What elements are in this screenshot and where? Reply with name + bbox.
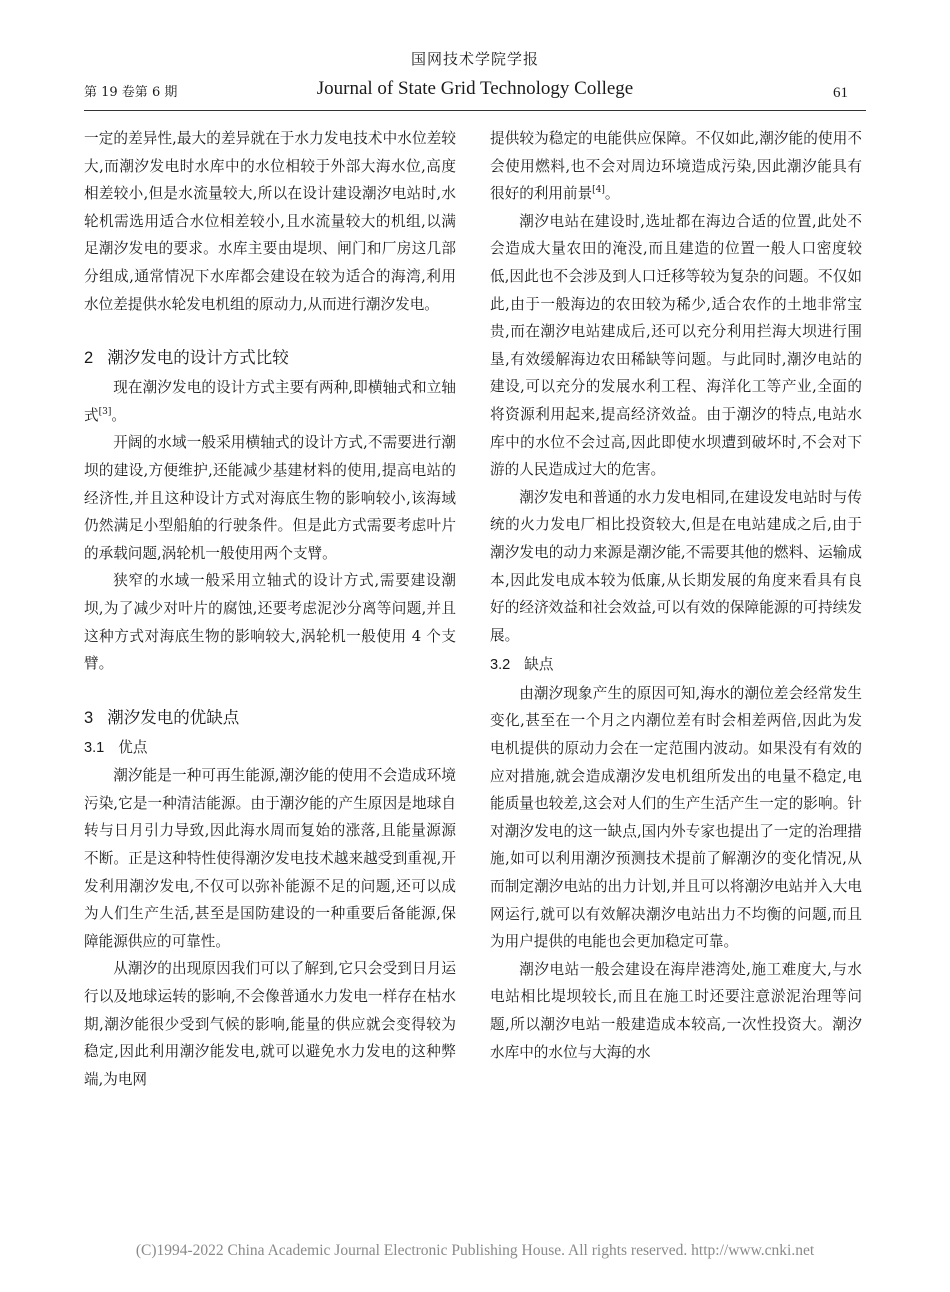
section-3-heading [84,704,456,732]
page-number: 61 [833,85,848,101]
paragraph: 潮汐电站一般会建设在海岸港湾处,施工难度大,与水电站相比堤坝较长,而且在施工时还要注意淤泥治理等问题,所以潮汐电站一般建造成本较高,一次性投资大。潮汐水库中的水位与大海的水 [490,960,862,1061]
intro-paragraph: 一定的差异性,最大的差异就在于水力发电技术中水位差较大,而潮汐发电时水库中的水位相较于外部大海水位,高度相差较小,但是水流量较大,所以在设计建设潮汐电站时,水轮机需选用适合水位相差较小,且水流量较大的机组,以满足潮汐发电的要求。水库主要由堤坝、闸门和厂房这几部分组成,通常情况下水库都会建设在较为适合的海湾,利用水位差提供水轮发电机组的原动力,从而进行潮汐发电。 [84,130,456,313]
citation-ref: [3] [98,406,112,417]
subsection-title: 缺点 [524,656,554,674]
section-number: 2 [84,349,94,368]
subsection-number: 3.1 [84,739,105,756]
section-title: 潮汐发电的设计方式比较 [107,348,289,368]
subsection-title: 优点 [118,738,148,756]
section-2-heading [84,344,456,372]
paragraph: 潮汐发电和普通的水力发电相同,在建设发电站时与传统的火力发电厂相比投资较大,但是在电站建成之后,由于潮汐发电的动力来源是潮汐能,不需要其他的燃料、运输成本,因此发电成本较为低廉,从长期发展的角度来看具有良好的经济效益和社会效益,可以有效的保障能源的可持续发展。 [490,488,862,644]
right-column [490,125,862,1066]
header-rule [84,110,866,111]
copyright-footer: (C)1994-2022 China Academic Journal Electronic Publishing House. All rights reserved. http://www.cnki.net [135,1242,815,1259]
paragraph [490,125,862,208]
paragraph: 由潮汐现象产生的原因可知,海水的潮位差会经常发生变化,甚至在一个月之内潮位差有时会相差两倍,因此为发电机提供的原动力会在一定范围内波动。如果没有有效的应对措施,就会造成潮汐发电机组所发出的电量不稳定,电能质量也较差,这会对人们的生产生活产生一定的影响。针对潮汐发电的这一缺点,国内外专家也提出了一定的治理措施,如可以利用潮汐预测技术提前了解潮汐的变化情况,从而制定潮汐电站的出力计划,并且可以将潮汐电站并入大电网运行,就可以有效解决潮汐电站出力不均衡的问题,而且为用户提供的电能也会更加稳定可靠。 [490,684,862,951]
citation-ref: [4] [592,185,605,196]
journal-title-english: Journal of State Grid Technology College [316,78,634,99]
paragraph: 狭窄的水域一般采用立轴式的设计方式,需要建设潮坝,为了减少对叶片的腐蚀,还要考虑泥沙分离等问题,并且这种方式对海底生物的影响较大,涡轮机一般使用 4 个支臂。 [84,572,456,673]
volume-issue: 第 19 卷第 6 期 [84,85,178,100]
subsection-3-1-heading [84,734,456,763]
paragraph-text: 。 [604,185,620,203]
page-header [0,0,950,110]
paragraph-text: 。 [111,406,126,424]
paragraph: 潮汐电站在建设时,选址都在海边合适的位置,此处不会造成大量农田的淹没,而且建造的位置一般人口密度较低,因此也不会涉及到人口迁移等较为复杂的问题。不仅如此,由于一般海边的农田较为稀少,适合农作的土地非常宝贵,而在潮汐电站建成后,还可以充分利用拦海大坝进行围垦,有效缓解海边农田稀缺等问题。与此同时,潮汐电站的建设,可以充分的发展水利工程、海洋化工等产业,全面的将资源利用起来,提高经济效益。由于潮汐的特点,电站水库中的水位不会过高,因此即使水坝遭到破坏时,不会对下游的人民造成过大的危害。 [490,212,862,479]
left-column [84,125,456,1093]
section-title: 潮汐发电的优缺点 [107,707,240,727]
paragraph: 从潮汐的出现原因我们可以了解到,它只会受到日月运行以及地球运转的影响,不会像普通水力发电一样存在枯水期,潮汐能很少受到气候的影响,能量的供应就会变得较为稳定,因此利用潮汐能发电,就可以避免水力发电的这种弊端,为电网 [84,960,456,1088]
paragraph [84,374,456,429]
journal-title-chinese: 国网技术学院学报 [410,50,539,68]
subsection-3-2-heading [490,651,862,680]
section-number: 3 [84,708,94,727]
paragraph-text: 现在潮汐发电的设计方式主要有两种,即横轴式和立轴式 [84,379,456,424]
paragraph-text: 提供较为稳定的电能供应保障。不仅如此,潮汐能的使用不会使用燃料,也不会对周边环境造成污染,因此潮汐能具有很好的利用前景 [490,130,862,203]
subsection-number: 3.2 [490,657,511,674]
paragraph: 开阔的水域一般采用横轴式的设计方式,不需要进行潮坝的建设,方便维护,还能减少基建材料的使用,提高电站的经济性,并且这种设计方式对海底生物的影响较小,该海域仍然满足小型船舶的行驶条件。但是此方式需要考虑叶片的承载问题,涡轮机一般使用两个支臂。 [84,434,456,562]
paragraph: 潮汐能是一种可再生能源,潮汐能的使用不会造成环境污染,它是一种清洁能源。由于潮汐能的产生原因是地球自转与日月引力导致,因此海水周而复始的涨落,且能量源源不断。正是这种特性使得潮汐发电技术越来越受到重视,开发利用潮汐发电,不仅可以弥补能源不足的问题,还可以成为人们生产生活,甚至是国防建设的一种重要后备能源,保障能源供应的可靠性。 [84,767,456,950]
